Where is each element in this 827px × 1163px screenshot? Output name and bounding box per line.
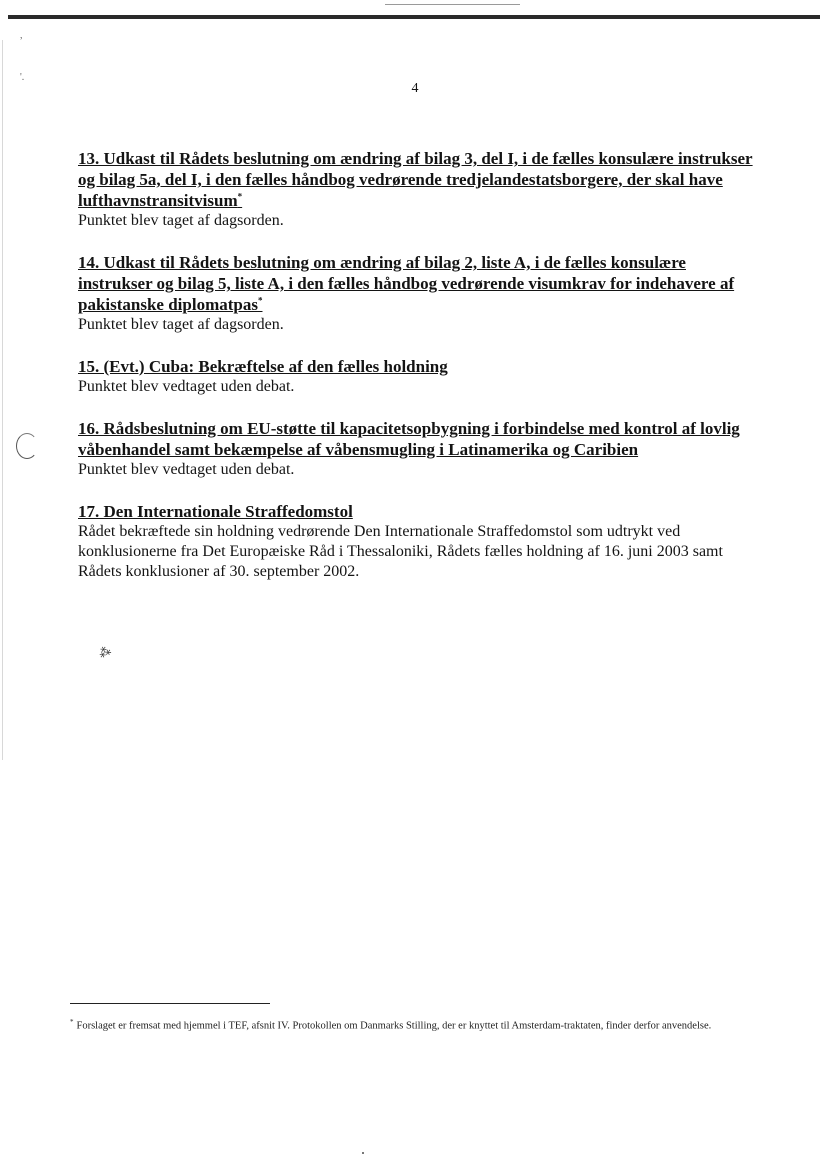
- item-heading: 17. Den Internationale Straffedomstol: [78, 502, 353, 521]
- item-body: Punktet blev taget af dagsorden.: [78, 212, 284, 229]
- item-body: Rådet bekræftede sin holdning vedrørende Den Internationale Straffedomstol som udtrykt ved konklusionerne fra Det Europæiske Råd i Thessaloniki, Rådets fælles holdning af 16. juni 2003 samt Rådets konklusioner af 30. september 2002.: [78, 523, 723, 580]
- top-faint-rule: [385, 4, 520, 5]
- footnote-marker: *: [237, 191, 243, 202]
- agenda-item-14: [78, 252, 758, 335]
- item-body: Punktet blev vedtaget uden debat.: [78, 461, 295, 478]
- scan-left-edge: [2, 40, 3, 760]
- item-heading: 13. Udkast til Rådets beslutning om ændring af bilag 3, del I, i de fælles konsulære instrukser og bilag 5a, del I, i den fælles håndbog vedrørende tredjelandestatsborgere, der skal have lufthavnstransitvisum: [78, 149, 753, 210]
- top-rule: [8, 15, 820, 19]
- footnote: [70, 1015, 720, 1034]
- item-heading: 15. (Evt.) Cuba: Bekræftelse af den fælles holdning: [78, 357, 448, 376]
- scan-speck: [362, 1152, 364, 1154]
- item-body: Punktet blev taget af dagsorden.: [78, 316, 284, 333]
- punch-hole: [16, 433, 38, 459]
- scan-speck: ,: [20, 30, 23, 41]
- agenda-item-17: [78, 501, 758, 582]
- footnote-mark: *: [70, 1018, 74, 1026]
- footnote-rule: [70, 1003, 270, 1004]
- item-body: Punktet blev vedtaget uden debat.: [78, 378, 295, 395]
- footnote-marker: *: [257, 295, 263, 306]
- item-heading: 14. Udkast til Rådets beslutning om ændring af bilag 2, liste A, i de fælles konsulære instrukser og bilag 5, liste A, i den fælles håndbog vedrørende visumkrav for indehavere af pakistanske diplomatpas: [78, 253, 735, 314]
- agenda-item-16: [78, 418, 758, 480]
- agenda-items: [78, 148, 758, 603]
- agenda-item-13: [78, 148, 758, 231]
- footnote-text: Forslaget er fremsat med hjemmel i TEF, afsnit IV. Protokollen om Danmarks Stilling, der er knyttet til Amsterdam-traktaten, finder derfor anvendelse.: [76, 1020, 712, 1032]
- page-number: 4: [411, 81, 419, 96]
- scan-speck: '.: [20, 72, 25, 83]
- scan-scribble: ⁂: [96, 643, 114, 661]
- agenda-item-15: [78, 356, 758, 397]
- item-heading: 16. Rådsbeslutning om EU-støtte til kapacitetsopbygning i forbindelse med kontrol af lovlig våbenhandel samt bekæmpelse af våbensmugling i Latinamerika og Caribien: [78, 419, 740, 459]
